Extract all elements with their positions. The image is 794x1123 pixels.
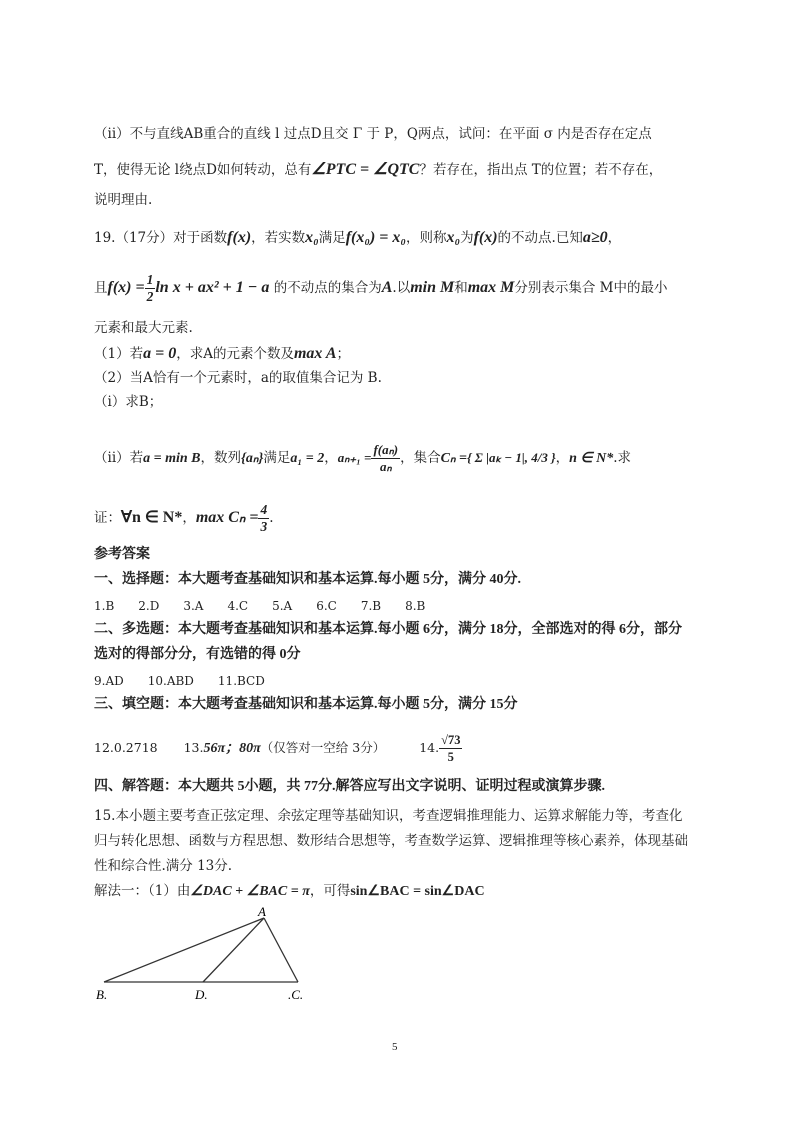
section-heading [94, 570, 521, 590]
segment-ba [104, 918, 264, 982]
math-expression: max A [293, 345, 337, 362]
triangle-figure [92, 905, 322, 1005]
math-expression: max Cₙ = [195, 509, 259, 526]
math-expression: f(x) [227, 229, 252, 246]
text: 证： [94, 510, 121, 526]
section-heading [94, 777, 605, 797]
text: 参考答案 [94, 547, 150, 562]
text-line [94, 344, 350, 364]
text: . [269, 510, 274, 526]
math-expression: max M [467, 279, 515, 296]
text: ，则称 [405, 230, 447, 246]
numerator: f(aₙ) [373, 442, 399, 457]
section-heading [94, 620, 682, 640]
text-line [94, 436, 631, 481]
text: .求 [613, 450, 632, 466]
text: 且 [94, 280, 108, 296]
text: 14. [419, 740, 440, 755]
answer-list [94, 728, 462, 769]
math-expression: a≥0 [582, 229, 608, 246]
text-line [94, 368, 382, 388]
math-expression: a₁ = 2 [290, 451, 325, 466]
text: 满足 [318, 230, 346, 246]
denominator: 3 [260, 519, 268, 534]
text-line [94, 500, 274, 536]
text-line [94, 160, 662, 180]
text: ，可得 [309, 883, 351, 899]
answer-list [94, 671, 265, 691]
text: 分别表示集合 M中的最小 [514, 280, 668, 296]
denominator: 5 [447, 750, 454, 764]
numerator: √73 [441, 733, 461, 747]
text: 13. [183, 740, 204, 755]
text-line [94, 124, 652, 144]
question-19 [94, 228, 621, 248]
math-expression: {aₙ} [241, 451, 264, 466]
math-expression: ln x + ax² + 1 − a [155, 279, 270, 296]
label-a: A [258, 905, 266, 919]
text-line [94, 856, 232, 876]
numerator: 4 [260, 502, 268, 517]
denominator: aₙ [379, 459, 392, 474]
text-line [94, 190, 152, 210]
math-expression: aₙ₊₁ = [337, 450, 372, 465]
text: ，数列 [200, 450, 242, 466]
math-expression: f(x) = [107, 279, 145, 296]
text: （仅答对一空给 3分） [260, 740, 386, 755]
text: 19.（17分）对于函数 [94, 230, 228, 246]
text: T，使得无论 l绕点D如何转动，总有 [94, 162, 312, 178]
section-heading [94, 645, 301, 665]
numerator: 1 [146, 272, 154, 287]
text: 9.AD 10.ABD 11.BCD [94, 674, 265, 688]
text: 元素和最大元素. [94, 320, 193, 336]
math-expression: n ∈ N* [569, 451, 614, 466]
text: （i）求B； [94, 394, 163, 410]
text: .以 [392, 280, 411, 296]
fraction [258, 502, 269, 535]
text-line [94, 318, 193, 338]
text: （1）若 [94, 346, 144, 362]
text: 为 [460, 230, 474, 246]
text: 12.0.2718 [94, 740, 158, 755]
fraction [371, 442, 400, 475]
text: 一、选择题：本大题考查基础知识和基本运算.每小题 5分，满分 40分. [94, 572, 521, 587]
label-c: .C. [288, 987, 304, 1002]
text: 解法一：（1）由 [94, 883, 191, 899]
text: ？若存在，指出点 T的位置；若不存在， [419, 162, 663, 178]
segment-ad [203, 918, 264, 982]
math-expression: f(x) [473, 229, 498, 246]
math-expression: Cₙ = [440, 451, 468, 466]
text: 四、解答题：本大题共 5小题，共 77分.解答应写出文字说明、证明过程或演算步骤. [94, 779, 605, 794]
math-expression: ∠PTC = ∠QTC [311, 161, 420, 178]
answer-list [94, 596, 425, 616]
text-line [94, 831, 688, 851]
fraction [145, 272, 156, 305]
text: ， [555, 450, 570, 466]
math-expression: a = 0 [143, 345, 177, 362]
math-expression: min M [410, 279, 455, 296]
text: 的不动点.已知 [497, 230, 583, 246]
section-heading [94, 695, 518, 715]
page-number: 5 [392, 1041, 398, 1053]
text: 的不动点的集合为 [273, 280, 382, 296]
text: 性和综合性.满分 13分. [94, 858, 233, 874]
label-d: D. [195, 987, 208, 1002]
text: 和 [454, 280, 468, 296]
math-expression: ∀n ∈ N* [121, 509, 183, 526]
text: ， [324, 450, 338, 466]
math-expression: a = min B [143, 451, 201, 466]
text: 二、多选题：本大题考查基础知识和基本运算.每小题 6分，满分 18分，全部选对的得 6分，部分 [94, 622, 682, 637]
math-expression: f(x₀) = x₀ [345, 229, 406, 246]
math-expression: x₀ [446, 229, 461, 246]
text: （ii）不与直线AB重合的直线 l 过点D且交 Γ 于 P，Q两点，试问：在平面 σ 内是否存在定点 [94, 126, 652, 142]
text: ， [607, 230, 622, 246]
math-expression: x₀ [305, 229, 319, 246]
text: ， [182, 510, 196, 526]
label-b: B. [96, 987, 108, 1002]
math-expression: A [381, 279, 393, 296]
text: ； [336, 346, 350, 362]
text-line [94, 392, 162, 412]
text-line [94, 268, 668, 308]
math-set: { Σ |aₖ − 1|, 4/3 } [467, 450, 556, 465]
text: ，若实数 [251, 230, 306, 246]
text: （ii）若 [94, 450, 144, 466]
text: 选对的得部分分，有选错的得 0分 [94, 647, 301, 662]
text: 满足 [263, 450, 291, 466]
text-line [94, 806, 682, 826]
denominator: 2 [146, 289, 154, 304]
text: ，求A的元素个数及 [176, 346, 294, 362]
fraction [439, 732, 462, 765]
text: 三、填空题：本大题考查基础知识和基本运算.每小题 5分，满分 15分 [94, 697, 518, 712]
math-expression: sin∠BAC = sin∠DAC [350, 884, 485, 899]
math-expression: ∠DAC + ∠BAC = π [190, 884, 310, 899]
text: （2）当A恰有一个元素时，a的取值集合记为 B. [94, 370, 382, 386]
text: ，集合 [400, 450, 441, 466]
answer-heading [94, 545, 150, 565]
segment-ac [264, 918, 298, 982]
text-line [94, 881, 485, 902]
text: 说明理由. [94, 192, 153, 208]
text: 归与转化思想、函数与方程思想、数形结合思想等，考查数学运算、逻辑推理等核心素养，体现基础 [94, 833, 688, 849]
text: 15.本小题主要考查正弦定理、余弦定理等基础知识，考查逻辑推理能力、运算求解能力等，考查化 [94, 808, 683, 824]
text: 1.B 2.D 3.A 4.C 5.A 6.C 7.B 8.B [94, 599, 426, 613]
math-expression: 56π；80π [203, 741, 261, 756]
